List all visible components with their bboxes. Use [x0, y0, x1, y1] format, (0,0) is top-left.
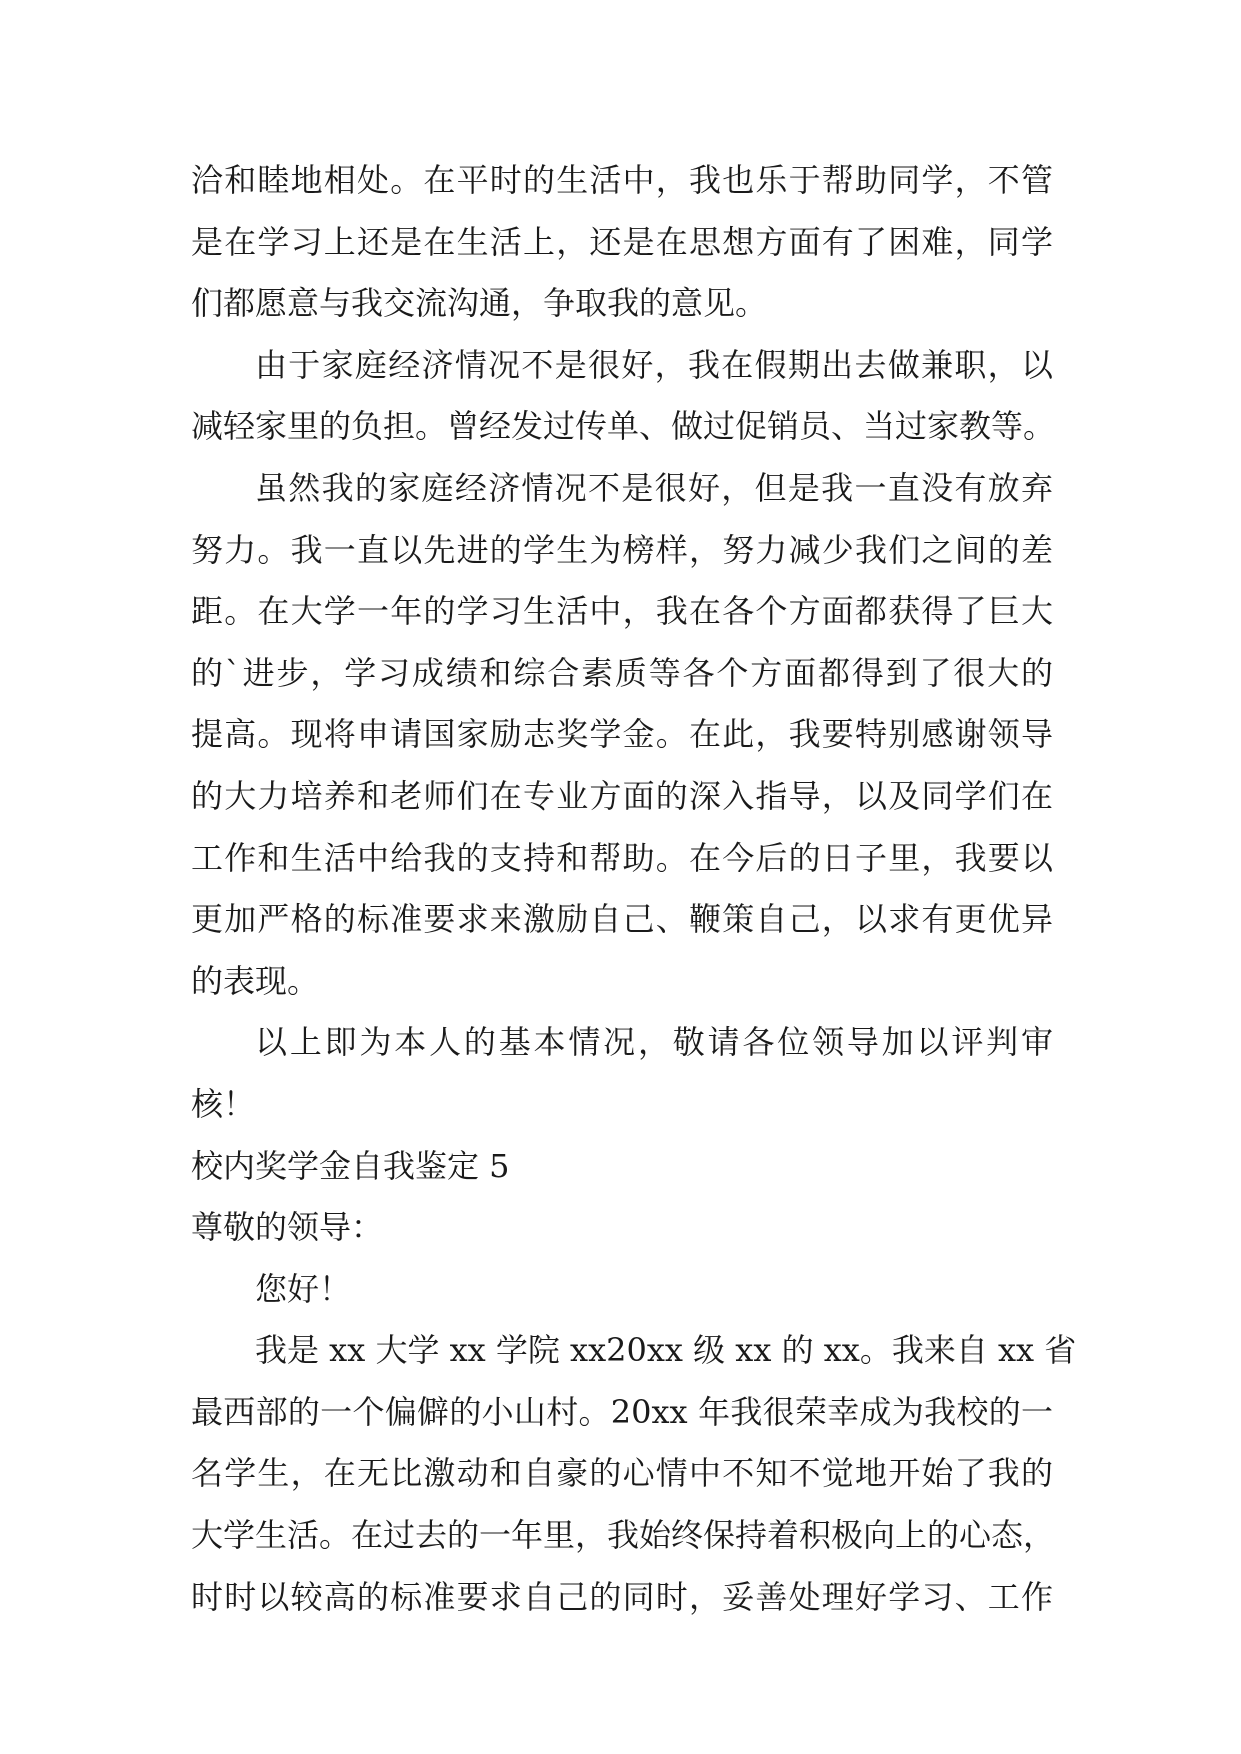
text-line: 的大力培养和老师们在专业方面的深入指导，以及同学们在 [191, 776, 1053, 815]
text-line: 的`进步，学习成绩和综合素质等各个方面都得到了很大的 [191, 653, 1053, 692]
text-line: 的表现。 [191, 961, 320, 1000]
text-line: 减轻家里的负担。曾经发过传单、做过促销员、当过家教等。 [191, 407, 1056, 446]
text-line: 您好！ [255, 1269, 352, 1308]
text-line: 是在学习上还是在生活上，还是在思想方面有了困难，同学 [191, 222, 1053, 261]
text-line: 大学生活。在过去的一年里，我始终保持着积极向上的心态， [191, 1516, 1056, 1555]
text-line: 以上即为本人的基本情况，敬请各位领导加以评判审 [255, 1023, 1053, 1062]
text-line: 提高。现将申请国家励志奖学金。在此，我要特别感谢领导 [191, 715, 1053, 754]
text-line: 更加严格的标准要求来激励自己、鞭策自己，以求有更优异 [191, 900, 1053, 939]
text-line: 洽和睦地相处。在平时的生活中，我也乐于帮助同学，不管 [191, 161, 1053, 199]
document-body [191, 150, 1077, 1628]
text-line: 努力。我一直以先进的学生为榜样，努力减少我们之间的差 [191, 530, 1053, 569]
text-line: 距。在大学一年的学习生活中，我在各个方面都获得了巨大 [191, 592, 1053, 631]
text-line: 们都愿意与我交流沟通，争取我的意见。 [191, 284, 768, 323]
text-line: 核！ [191, 1084, 256, 1123]
text-line: 尊敬的领导： [191, 1208, 384, 1247]
text-line: 最西部的一个偏僻的小山村。20xx 年我很荣幸成为我校的一 [191, 1392, 1053, 1431]
text-line: 工作和生活中给我的支持和帮助。在今后的日子里，我要以 [191, 838, 1053, 877]
text-line: 虽然我的家庭经济情况不是很好，但是我一直没有放弃 [255, 468, 1053, 507]
text-line: 我是 xx 大学 xx 学院 xx20xx 级 xx 的 xx。我来自 xx 省 [255, 1331, 1077, 1370]
text-line: 校内奖学金自我鉴定 5 [191, 1146, 510, 1185]
text-line: 名学生，在无比激动和自豪的心情中不知不觉地开始了我的 [191, 1454, 1053, 1493]
text-line: 时时以较高的标准要求自己的同时，妥善处理好学习、工作 [191, 1577, 1053, 1616]
text-line: 由于家庭经济情况不是很好，我在假期出去做兼职，以 [255, 345, 1053, 384]
